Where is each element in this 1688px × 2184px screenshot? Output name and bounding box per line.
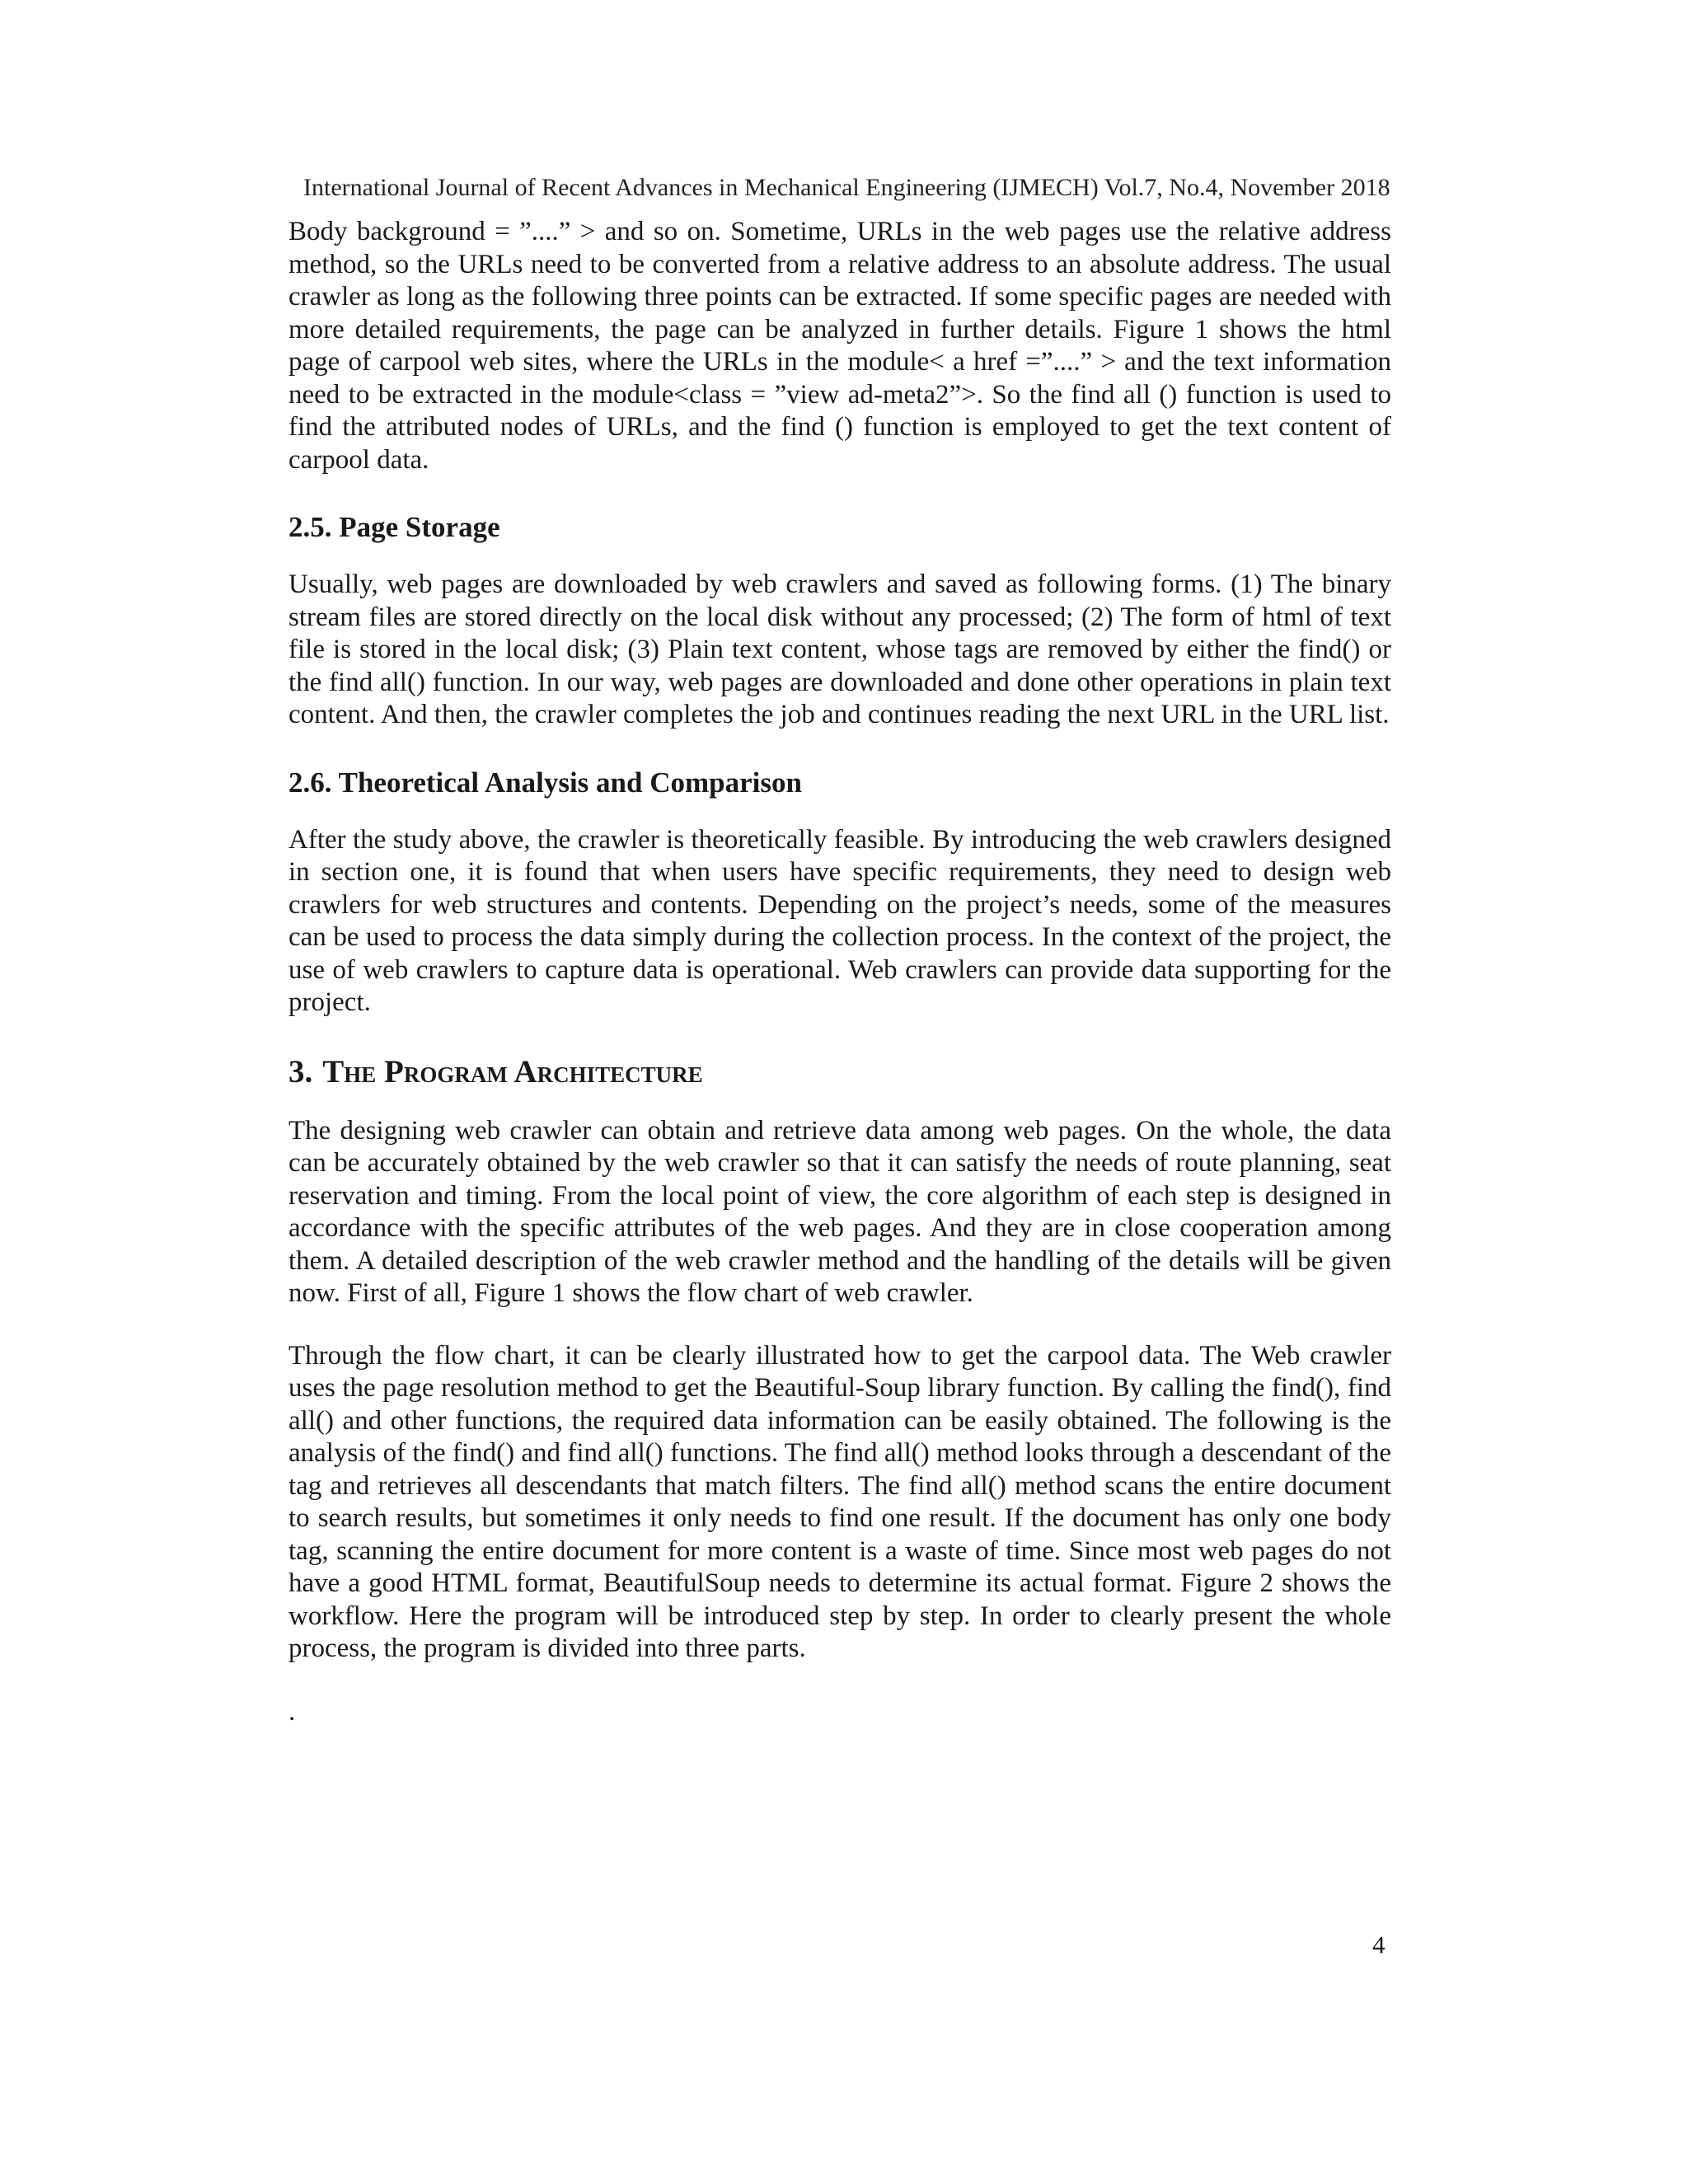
page-content <box>288 216 1391 1728</box>
page-number: 4 <box>1372 1930 1386 1959</box>
section-number: 3. <box>288 1053 313 1090</box>
running-header: International Journal of Recent Advances in Mechanical Engineering (IJMECH) Vol.7, No.4, November 2018 <box>303 174 1390 201</box>
theoretical-analysis-paragraph: After the study above, the crawler is theoretically feasible. By introducing the web crawlers designed in section one, it is found that when users have specific requirements, they need to design web crawlers for web structures and contents. Depending on the project’s needs, some of the measures can be used to process the data simply during the collection process. In the context of the project, the use of web crawlers to capture data is operational. Web crawlers can provide data supporting for the project. <box>288 824 1391 1017</box>
page-storage-paragraph: Usually, web pages are downloaded by web crawlers and saved as following forms. (1) The binary stream files are stored directly on the local disk without any processed; (2) The form of html of text file is stored in the local disk; (3) Plain text content, whose tags are removed by either the find() or the find all() function. In our way, web pages are downloaded and done other operations in plain text content. And then, the crawler completes the job and continues reading the next URL in the URL list. <box>288 569 1391 729</box>
section-heading-program-architecture <box>288 1052 1391 1092</box>
section-heading-theoretical-analysis: 2.6. Theoretical Analysis and Comparison <box>288 766 802 799</box>
section-title: The Program Architecture <box>322 1053 703 1090</box>
section-heading-page-storage: 2.5. Page Storage <box>288 511 500 543</box>
program-architecture-paragraph-2: Through the flow chart, it can be clearly illustrated how to get the carpool data. The Web crawler uses the page resolution method to get the Beautiful-Soup library function. By calling the find(), find all() and other functions, the required data information can be easily obtained. The following is the analysis of the find() and find all() functions. The find all() method looks through a descendant of the tag and retrieves all descendants that match filters. The find all() method scans the entire document to search results, but sometimes it only needs to find one result. If the document has only one body tag, scanning the entire document for more content is a waste of time. Since most web pages do not have a good HTML format, BeautifulSoup needs to determine its actual format. Figure 2 shows the workflow. Here the program will be introduced step by step. In order to clearly present the whole process, the program is divided into three parts. <box>288 1340 1391 1663</box>
program-architecture-paragraph-1: The designing web crawler can obtain and retrieve data among web pages. On the whole, the data can be accurately obtained by the web crawler so that it can satisfy the needs of route planning, seat reservation and timing. From the local point of view, the core algorithm of each step is designed in accordance with the specific attributes of the web pages. And they are in close cooperation among them. A detailed description of the web crawler method and the handling of the details will be given now. First of all, Figure 1 shows the flow chart of web crawler. <box>288 1115 1391 1308</box>
intro-paragraph: Body background = ”....” > and so on. Sometime, URLs in the web pages use the relative address method, so the URLs need to be converted from a relative address to an absolute address. The usual crawler as long as the following three points can be extracted. If some specific pages are needed with more detailed requirements, the page can be analyzed in further details. Figure 1 shows the html page of carpool web sites, where the URLs in the module< a href =”....” > and the text information need to be extracted in the module<class = ”view ad-meta2”>. So the find all () function is used to find the attributed nodes of URLs, and the find () function is employed to get the text content of carpool data. <box>288 217 1391 475</box>
trailing-dot: . <box>288 1696 296 1727</box>
